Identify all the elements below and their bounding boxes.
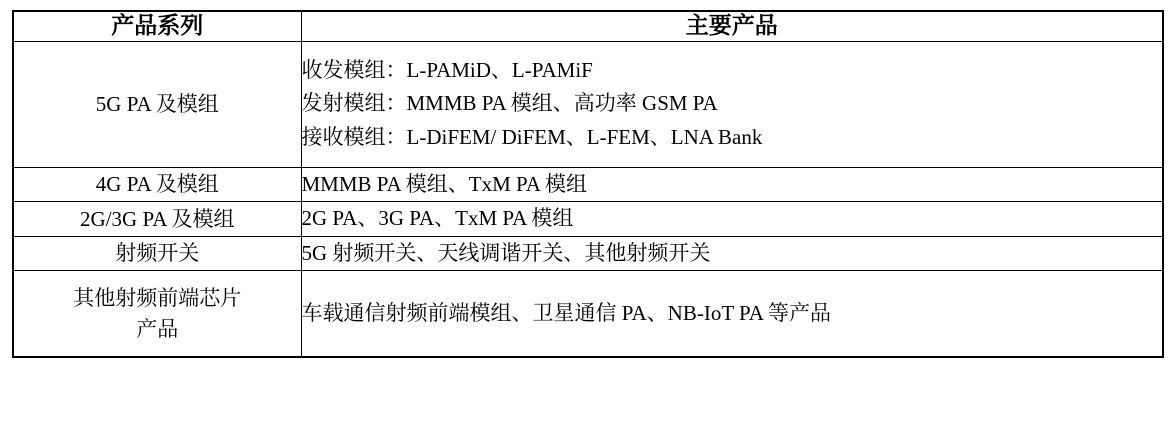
product-line: 2G PA、3G PA、TxM PA 模组 — [301, 206, 574, 231]
cell-products — [301, 236, 1163, 271]
cell-products — [301, 167, 1163, 202]
product-line: MMMB PA 模组、TxM PA 模组 — [301, 171, 588, 196]
cell-products — [301, 41, 1163, 167]
product-line: 车载通信射频前端模组、卫星通信 PA、NB-IoT PA 等产品 — [301, 300, 832, 325]
product-line: 收发模组：L-PAMiD、L-PAMiF — [301, 57, 593, 82]
cell-products — [301, 202, 1163, 237]
cell-category: 2G/3G PA 及模组 — [13, 202, 301, 237]
table-header-row — [13, 11, 1163, 41]
cell-category: 5G PA 及模组 — [13, 41, 301, 167]
column-header-product-series: 产品系列 — [13, 11, 301, 41]
table-row — [13, 167, 1163, 202]
table-row — [13, 271, 1163, 357]
category-line: 产品 — [136, 316, 179, 341]
cell-category: 射频开关 — [13, 236, 301, 271]
cell-category — [13, 271, 301, 357]
table-row — [13, 202, 1163, 237]
cell-products — [301, 271, 1163, 357]
column-header-main-products: 主要产品 — [301, 11, 1163, 41]
product-line: 发射模组：MMMB PA 模组、高功率 GSM PA — [301, 91, 718, 116]
category-line: 其他射频前端芯片 — [73, 286, 242, 311]
table-row — [13, 236, 1163, 271]
product-series-table — [12, 10, 1164, 358]
product-line: 接收模组：L-DiFEM/ DiFEM、L-FEM、LNA Bank — [301, 124, 763, 149]
table-row — [13, 41, 1163, 167]
product-line: 5G 射频开关、天线调谐开关、其他射频开关 — [301, 240, 711, 265]
cell-category: 4G PA 及模组 — [13, 167, 301, 202]
